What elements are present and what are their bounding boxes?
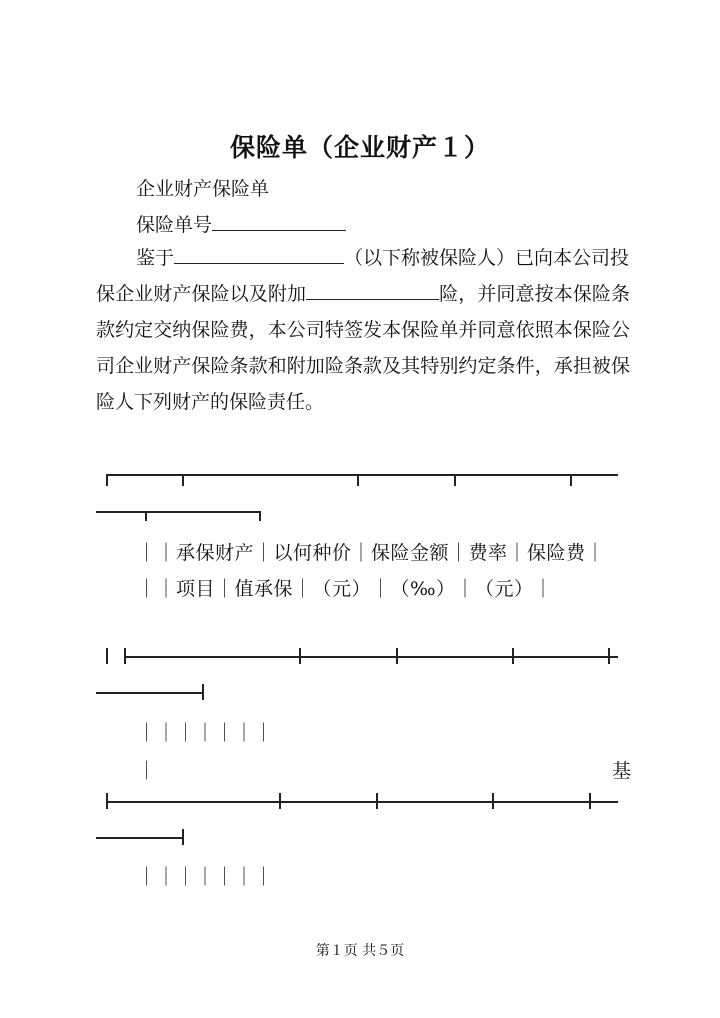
table-row-border	[106, 801, 618, 803]
page-title: 保险单（企业财产１）	[229, 133, 490, 162]
table-tick	[299, 648, 301, 664]
para-line2-end: 险，并同意按本保险条	[439, 283, 630, 305]
body-paragraph	[96, 240, 630, 420]
table-row-bar: ｜	[137, 760, 157, 782]
table-header-row-1: ｜｜承保财产｜以何种价｜保险金额｜费率｜保险费｜	[137, 542, 606, 564]
table-tick	[396, 648, 398, 664]
additional-insurance-blank[interactable]	[306, 298, 439, 300]
table-tick	[106, 648, 108, 664]
para-line2-start: 保企业财产保险以及附加	[96, 283, 307, 305]
table-tick	[145, 511, 147, 521]
table-tick	[357, 474, 359, 486]
table-tick	[279, 793, 281, 809]
stray-character: 基	[612, 760, 632, 782]
para-rest: 款约定交纳保险费，本公司特签发本保险单并同意依照本保险公司企业财产保险条款和附加险条款及其特别约定条件，承担被保险人下列财产的保险责任。	[96, 319, 630, 413]
table-tick	[182, 474, 184, 486]
table-wrap-border	[96, 511, 260, 513]
table-row-border	[125, 656, 618, 658]
table-tick	[492, 793, 494, 809]
table-header-row-2: ｜｜项目｜值承保｜（元）｜（‰）｜（元）｜	[137, 578, 553, 600]
table-tick	[106, 474, 108, 486]
table-wrap-border	[96, 692, 203, 694]
table-tick	[259, 511, 261, 521]
table-tick	[182, 829, 184, 845]
table-wrap-border	[96, 837, 183, 839]
table-empty-row: ｜｜｜｜｜｜｜	[137, 722, 274, 744]
policy-number-line	[136, 210, 346, 237]
table-tick	[202, 684, 204, 700]
table-tick	[570, 474, 572, 486]
page-footer: 第１页 共５页	[315, 943, 405, 959]
table-tick	[512, 648, 514, 664]
table-tick	[124, 648, 126, 664]
table-empty-row: ｜｜｜｜｜｜｜	[137, 866, 274, 888]
insured-name-blank[interactable]	[174, 262, 344, 264]
subtitle: 企业财产保险单	[136, 178, 270, 200]
para-lead: 鉴于	[136, 247, 175, 269]
policy-number-label: 保险单号	[136, 214, 213, 236]
para-after-blank1: （以下称被保险人）已向本公司投	[344, 247, 630, 269]
policy-number-blank[interactable]	[212, 229, 346, 231]
table-tick	[589, 793, 591, 809]
table-tick	[608, 648, 610, 664]
table-tick	[106, 793, 108, 809]
table-tick	[454, 474, 456, 486]
table-tick	[376, 793, 378, 809]
